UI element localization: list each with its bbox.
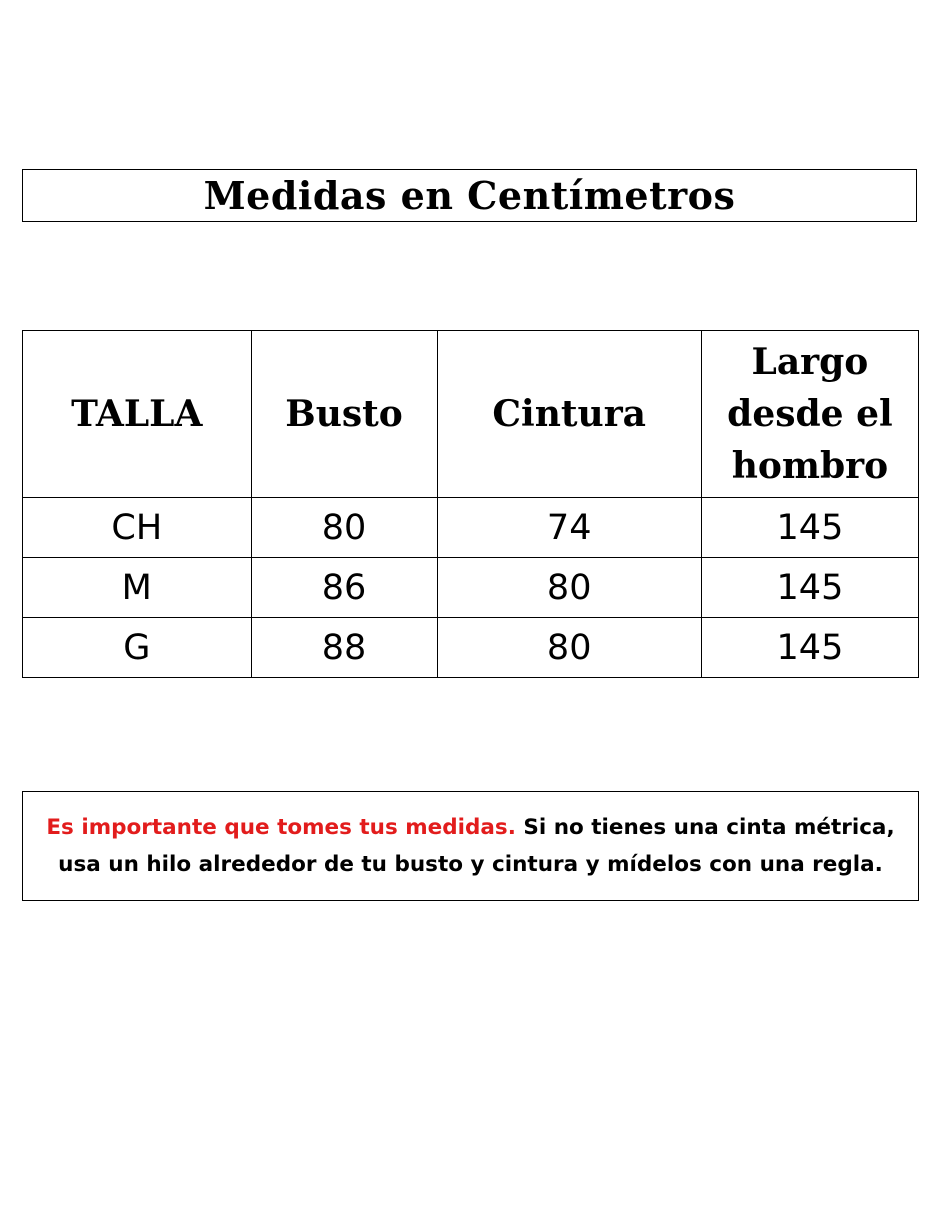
table-header-row	[23, 331, 919, 498]
header-busto: Busto	[251, 331, 437, 498]
header-cintura: Cintura	[437, 331, 701, 498]
cell-largo: 145	[701, 558, 918, 618]
cell-busto: 80	[251, 498, 437, 558]
measurement-note	[22, 791, 919, 901]
cell-largo: 145	[701, 618, 918, 678]
size-chart-table	[22, 330, 919, 678]
note-paragraph	[33, 809, 908, 883]
header-largo: Largo desde el hombro	[701, 331, 918, 498]
note-highlight: Es importante que tomes tus medidas.	[46, 815, 516, 840]
cell-cintura: 80	[437, 618, 701, 678]
cell-talla: G	[23, 618, 252, 678]
table-row	[23, 498, 919, 558]
header-talla: TALLA	[23, 331, 252, 498]
cell-talla: M	[23, 558, 252, 618]
cell-busto: 86	[251, 558, 437, 618]
cell-talla: CH	[23, 498, 252, 558]
cell-cintura: 80	[437, 558, 701, 618]
table-row	[23, 618, 919, 678]
note-text: Si no tienes una cinta métrica, usa un hilo alrededor de tu busto y cintura y mídelos con una regla.	[58, 815, 895, 877]
cell-largo: 145	[701, 498, 918, 558]
cell-busto: 88	[251, 618, 437, 678]
cell-cintura: 74	[437, 498, 701, 558]
page-title: Medidas en Centímetros	[22, 169, 917, 222]
table-row	[23, 558, 919, 618]
